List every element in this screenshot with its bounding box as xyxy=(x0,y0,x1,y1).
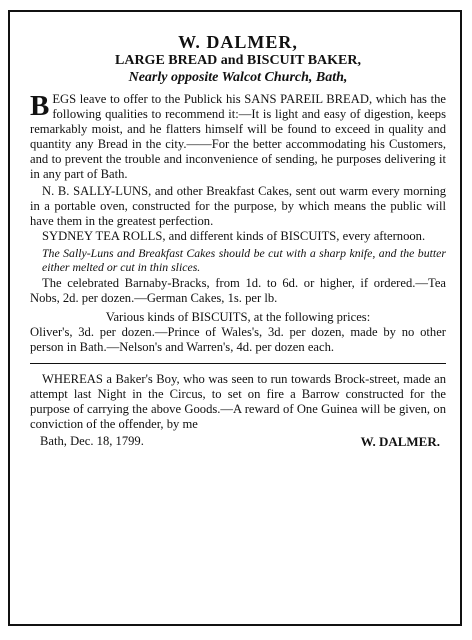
signature: W. DALMER. xyxy=(360,434,440,449)
paragraph-reward-notice: WHEREAS a Baker's Boy, who was seen to run towards Brock-street, made an attempt last Night in the Circus, to set on fire a Barrow constructed for the purpose of carrying the above Goods.—A reward of One Guinea will be given, on conviction of the offender, by me xyxy=(30,372,446,431)
advertiser-trade: LARGE BREAD and BISCUIT BAKER, xyxy=(115,53,361,68)
signature-line xyxy=(30,434,446,449)
paragraph-sally-luns: N. B. SALLY-LUNS, and other Breakfast Cakes, sent out warm every morning in a portable oven, constructed for the purpose, by which means the public will have them in the greatest perfection. xyxy=(30,184,446,228)
paragraph-sydney-tea-rolls: SYDNEY TEA ROLLS, and different kinds of BISCUITS, every afternoon. xyxy=(42,229,426,243)
biscuits-heading: Various kinds of BISCUITS, at the following prices: xyxy=(105,310,371,324)
paragraph-text: EGS leave to offer to the Publick his SANS PAREIL BREAD, which has the following qualities to recommend it:—It is light and easy of digestion, keeps remarkably moist, and he flatters himself will be found to exceed in quality and quantity any Bread in the city.——For the better accommodating his Customers, and to prevent the trouble and inconvenience of sending, he purposes delivering it in any part of Bath. xyxy=(30,92,446,181)
advertisement-body xyxy=(30,28,446,449)
divider xyxy=(30,363,446,364)
paragraph-sans-pareil-bread xyxy=(30,92,446,182)
advertiser-name: W. DALMER, xyxy=(178,32,298,52)
paragraph-serving-note: The Sally-Luns and Breakfast Cakes should be cut with a sharp knife, and the butter either melted or cut in thin slices. xyxy=(42,246,446,274)
paragraph-barnaby-bracks: The celebrated Barnaby-Bracks, from 1d. to 6d. or higher, if ordered.—Tea Nobs, 2d. per dozen.—German Cakes, 1s. per lb. xyxy=(30,276,446,305)
advertiser-address: Nearly opposite Walcot Church, Bath, xyxy=(128,70,348,85)
paragraph-biscuit-prices: Oliver's, 3d. per dozen.—Prince of Wales's, 3d. per dozen, made by no other person in Bath.—Nelson's and Warren's, 4d. per dozen each. xyxy=(30,325,446,354)
drop-cap: B xyxy=(30,90,50,122)
place-date: Bath, Dec. 18, 1799. xyxy=(40,434,144,448)
